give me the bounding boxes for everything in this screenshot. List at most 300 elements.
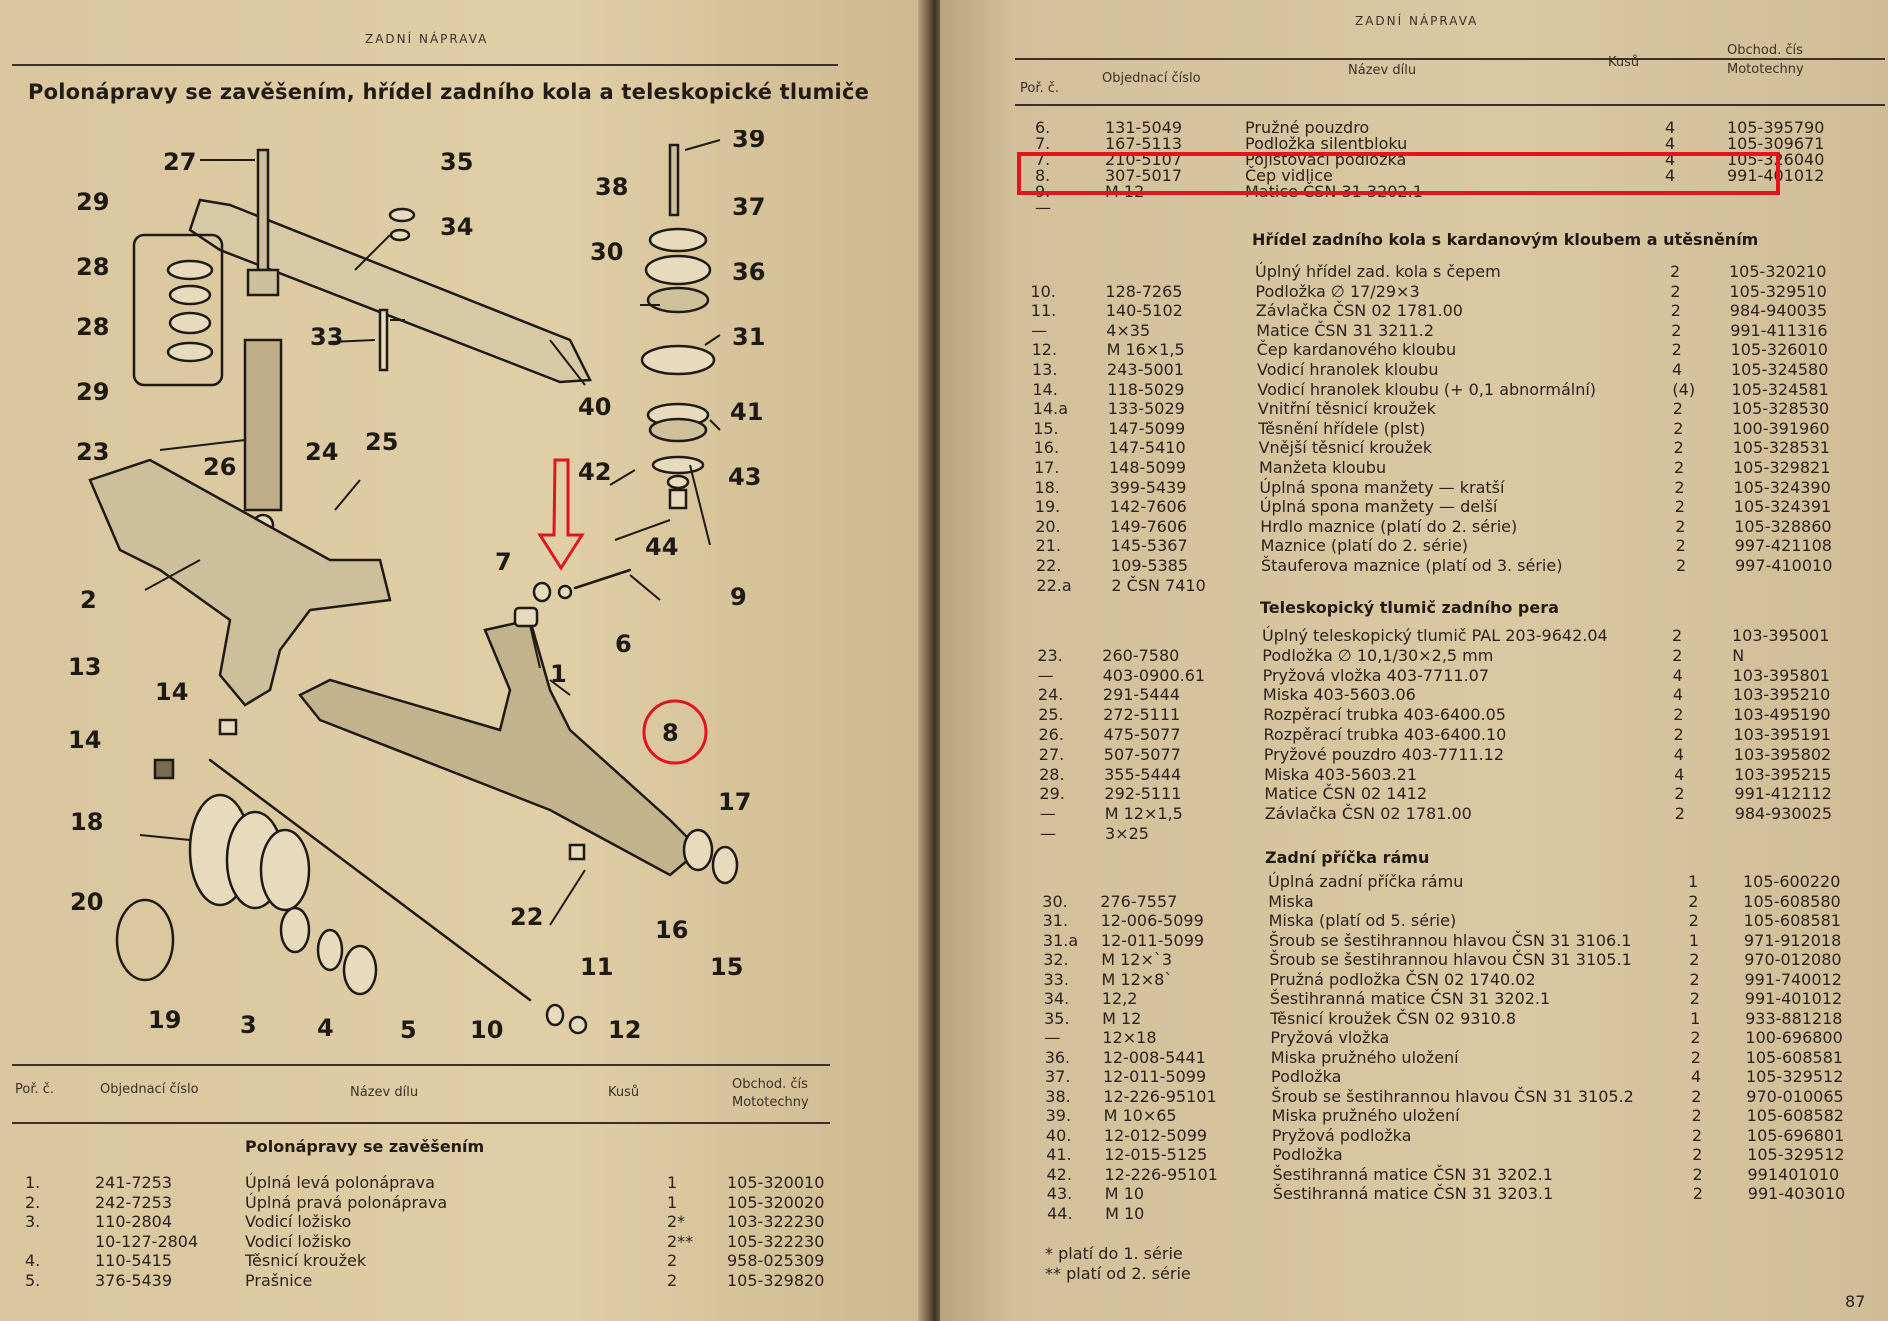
cell-name: Šestihranná matice ČSN 31 3203.1 [1272, 1184, 1554, 1203]
cell-qty: 2 [1674, 458, 1685, 477]
cell-order: 243-5001 [1107, 360, 1185, 379]
running-head-left: ZADNÍ NÁPRAVA [365, 32, 489, 46]
table-row [942, 1028, 1888, 1048]
cell-qty: 1 [667, 1173, 678, 1192]
cell-moto: 105-395790 [1727, 118, 1825, 137]
cell-qty: 2 [1691, 1125, 1703, 1145]
diagram-label: 14 [68, 726, 102, 754]
cell-qty: 2 [1672, 645, 1683, 665]
cell-qty: 2 [1674, 497, 1685, 517]
diagram-label: 29 [76, 378, 110, 406]
cell-order: 307-5017 [1105, 166, 1183, 185]
cell-order: 376-5439 [95, 1270, 173, 1290]
cell-no: 22. [1036, 556, 1062, 575]
header-rule-right-2 [1015, 104, 1885, 106]
cell-qty: 2** [667, 1231, 694, 1251]
cell-name: Miska (platí od 5. série) [1268, 911, 1457, 930]
cell-order: 399-5439 [1109, 477, 1187, 497]
cell-moto: 103-395801 [1732, 665, 1830, 685]
cell-moto: 105-324580 [1731, 360, 1829, 379]
cell-name: Úplný teleskopický tlumič PAL 203-9642.04 [1262, 626, 1608, 645]
cell-qty: 4 [1691, 1067, 1702, 1086]
cell-qty: 4 [1674, 764, 1685, 784]
cell-name: Pryžové pouzdro 403-7711.12 [1263, 744, 1505, 764]
cell-no: 19. [1034, 497, 1061, 517]
cell-order: 210-5107 [1105, 150, 1183, 169]
cell-qty: 1 [667, 1192, 678, 1212]
cell-no: 32. [1043, 950, 1069, 969]
diagram-label: 23 [76, 438, 110, 466]
cell-moto: 105-320010 [727, 1173, 825, 1192]
cell-moto: 105-328530 [1731, 399, 1830, 419]
cell-moto: 103-395210 [1732, 685, 1831, 705]
cell-qty: 4 [1665, 166, 1676, 185]
right-page [940, 0, 1888, 1321]
cell-order: 12-008-5441 [1102, 1047, 1206, 1067]
cell-order: 12,2 [1101, 989, 1138, 1008]
col-header-order: Objednací číslo [100, 1082, 199, 1097]
cell-name: Šestihranná matice ČSN 31 3202.1 [1269, 989, 1551, 1008]
cell-moto: 970-010065 [1746, 1086, 1844, 1106]
cell-name: Šroub se šestihrannou hlavou ČSN 31 3105.1 [1269, 950, 1632, 969]
cell-no: 20. [1035, 516, 1061, 536]
cell-name: Těsnění hřídele (plst) [1258, 418, 1426, 438]
table-row [940, 892, 1888, 912]
cell-moto: 105-324390 [1733, 477, 1831, 497]
cell-no: — [1035, 198, 1051, 217]
cell-no: 3. [25, 1212, 41, 1231]
table-row [941, 950, 1888, 970]
cell-no: 8. [1035, 166, 1051, 185]
table-rule-bottom [12, 1122, 830, 1124]
cell-order: M 12 [1105, 182, 1145, 201]
cell-name: Rozpěrací trubka 403-6400.10 [1263, 725, 1507, 744]
cell-moto: 105-329512 [1746, 1067, 1844, 1086]
cell-no: 37. [1045, 1067, 1071, 1086]
table-row [942, 989, 1888, 1009]
cell-no: 2. [25, 1192, 41, 1212]
cell-name: Rozpěrací trubka 403-6400.05 [1263, 705, 1506, 725]
table-row [945, 1165, 1888, 1185]
cell-no: 17. [1034, 458, 1060, 477]
table-row [940, 872, 1888, 892]
cell-no: 12. [1031, 340, 1058, 360]
cell-no: 7. [1035, 134, 1051, 153]
cell-no: 40. [1045, 1125, 1072, 1145]
cell-no: — [1039, 804, 1056, 824]
table-row [943, 804, 1888, 824]
cell-name: Vodicí ložisko [245, 1231, 352, 1251]
cell-moto: 105-600220 [1743, 872, 1841, 891]
table-row [941, 685, 1888, 705]
cell-qty: 2 [1675, 536, 1686, 556]
table-row [943, 1048, 1888, 1068]
diagram-label: 6 [615, 630, 632, 658]
cell-qty: 2 [1672, 399, 1683, 419]
table-row [0, 1193, 920, 1213]
col-header-moto2: Mototechny [732, 1095, 809, 1110]
table-row [945, 497, 1888, 517]
diagram-label: 31 [732, 323, 766, 351]
cell-order: M 12×`3 [1101, 950, 1173, 969]
diagram-label: 12 [608, 1016, 642, 1040]
table-row [944, 1106, 1888, 1126]
cell-qty: 2 [1675, 516, 1686, 536]
section-title-shaft: Hřídel zadního kola s kardanovým kloubem a utěsněním [1252, 230, 1759, 249]
cell-qty: 2 [1689, 950, 1700, 969]
table-row [946, 576, 1888, 596]
cell-moto: 991-740012 [1744, 969, 1842, 989]
cell-name: Matice ČSN 02 1412 [1264, 784, 1427, 804]
cell-no: 13. [1032, 360, 1058, 379]
cell-no: 1. [25, 1173, 41, 1192]
cell-no: 4. [25, 1251, 41, 1270]
diagram-label: 35 [440, 148, 474, 176]
cell-qty: 2 [1688, 891, 1699, 911]
diagram-label: 24 [305, 438, 339, 466]
cell-order: 131-5049 [1105, 118, 1183, 137]
cell-moto: 105-320210 [1729, 262, 1827, 281]
table-row [942, 360, 1888, 380]
diagram-label: 43 [728, 463, 762, 491]
cell-no: — [1037, 665, 1054, 685]
cell-order: 4×35 [1106, 320, 1151, 340]
cell-name: Úplná levá polonáprava [245, 1173, 435, 1192]
diagram-label: 7 [495, 548, 512, 576]
cell-moto: 997-410010 [1735, 556, 1833, 575]
table-row [944, 438, 1888, 458]
cell-order: 12-012-5099 [1103, 1125, 1208, 1145]
cell-no: 6. [1035, 118, 1051, 137]
cell-moto: 103-395191 [1733, 725, 1831, 744]
cell-qty: 4 [1672, 685, 1684, 705]
col-header-qty: Kusů [1608, 55, 1640, 70]
cell-order: M 12×8` [1101, 969, 1173, 989]
cell-no: 42. [1046, 1164, 1072, 1184]
cell-order: 276-7557 [1100, 891, 1178, 911]
cell-order: 475-5077 [1103, 725, 1181, 744]
diagram-label: 33 [310, 323, 344, 351]
cell-order: 272-5111 [1103, 705, 1181, 725]
cell-order: 12-015-5125 [1104, 1145, 1208, 1164]
table-row [945, 1184, 1888, 1204]
diagram-label: 38 [595, 173, 629, 201]
cell-name: Matice ČSN 31 3211.2 [1256, 320, 1435, 340]
cell-no: 38. [1045, 1086, 1071, 1106]
table-row [0, 1173, 920, 1193]
cell-moto: 933-881218 [1745, 1008, 1843, 1028]
cell-no: 35. [1044, 1008, 1070, 1028]
cell-name: Pryžová vložka [1270, 1028, 1390, 1047]
cell-name: Miska 403-5603.21 [1264, 764, 1418, 784]
cell-order: 292-5111 [1104, 784, 1182, 804]
cell-qty: 2 [1692, 1145, 1703, 1164]
cell-order: M 16×1,5 [1106, 340, 1185, 360]
cell-qty: 2 [1674, 477, 1685, 497]
cell-order: 12-006-5099 [1100, 911, 1204, 930]
cell-moto: 971-912018 [1743, 930, 1842, 950]
cell-name: Šroub se šestihrannou hlavou ČSN 31 3106.1 [1268, 930, 1632, 950]
col-header-name: Název dílu [1348, 63, 1417, 78]
diagram-label: 5 [400, 1016, 417, 1040]
footnote-1: * platí do 1. série [1045, 1244, 1183, 1263]
cell-qty: 1 [1688, 930, 1700, 950]
cell-qty: 4 [1673, 744, 1684, 764]
cell-qty: 2 [1691, 1106, 1702, 1125]
cell-name: Maznice (platí do 2. série) [1260, 536, 1469, 556]
table-row [941, 911, 1888, 931]
cell-qty: 2 [1673, 705, 1684, 725]
cell-name: Manžeta kloubu [1259, 458, 1387, 477]
cell-order: 2 ČSN 7410 [1111, 575, 1206, 595]
cell-name: Miska pružného uložení [1271, 1106, 1460, 1125]
cell-qty: 2* [667, 1212, 686, 1231]
col-header-moto2: Mototechny [1727, 62, 1804, 77]
cell-qty: 2 [1673, 438, 1684, 458]
cell-name: Štauferova maznice (platí od 3. série) [1261, 556, 1563, 575]
table-row [941, 705, 1888, 725]
diagram-label: 41 [730, 398, 764, 426]
cell-name: Šestihranná matice ČSN 31 3202.1 [1272, 1164, 1553, 1184]
diagram-label: 17 [718, 788, 752, 816]
col-header-moto: Obchod. čís [732, 1077, 808, 1092]
diagram-label: 39 [732, 130, 766, 153]
cell-no: 39. [1045, 1106, 1072, 1125]
cell-no: 11. [1030, 301, 1057, 321]
cell-qty: 2 [1672, 626, 1683, 645]
page-title: Polonápravy se zavěšením, hřídel zadního kola a teleskopické tlumiče [28, 80, 870, 104]
table-row [946, 536, 1888, 556]
diagram-label: 4 [317, 1014, 334, 1040]
cell-order: 507-5077 [1103, 744, 1181, 764]
diagram-label: 1 [550, 660, 567, 688]
cell-qty: 1 [1688, 872, 1699, 891]
cell-order: 12-011-5099 [1103, 1067, 1207, 1086]
table-row [940, 626, 1888, 646]
table-row [0, 1212, 920, 1232]
table-row [943, 1087, 1888, 1107]
cell-order: 110-2804 [95, 1212, 173, 1231]
table-row [0, 1232, 920, 1252]
table-row [941, 301, 1888, 321]
diagram-label: 11 [580, 953, 614, 981]
cell-qty: 2 [1671, 320, 1682, 340]
cell-moto: 105-608580 [1743, 891, 1841, 911]
cell-moto: 105-329512 [1747, 1145, 1845, 1164]
cell-moto: 984-930025 [1734, 804, 1833, 824]
cell-moto: 105-326010 [1730, 340, 1828, 360]
cell-order: 12-226-95101 [1104, 1164, 1218, 1184]
cell-no: 44. [1047, 1203, 1073, 1223]
cell-name: Pryžová vložka 403-7711.07 [1262, 665, 1490, 685]
cell-name: Pojišťovací podložka [1245, 150, 1407, 169]
diagram-label: 36 [732, 258, 766, 286]
table-row [944, 458, 1888, 478]
table-rule-top [12, 1064, 830, 1066]
cell-qty: 2 [1689, 969, 1700, 989]
cell-qty: 2 [1670, 281, 1681, 301]
cell-name: Matice ČSN 31 3202.1 [1245, 182, 1423, 201]
cell-no: 5. [25, 1270, 41, 1290]
cell-no: 15. [1033, 418, 1059, 438]
cell-no: 28. [1039, 764, 1065, 784]
col-header-qty: Kusů [608, 1085, 640, 1100]
diagram-label: 40 [578, 393, 612, 421]
cell-moto: 105-322230 [727, 1231, 825, 1251]
cell-moto: 105-324391 [1733, 497, 1832, 517]
cell-order: 355-5444 [1104, 764, 1182, 784]
cell-no: — [1044, 1028, 1061, 1047]
cell-moto: 991401010 [1747, 1164, 1840, 1184]
cell-order: 147-5099 [1108, 418, 1186, 438]
table-row [944, 478, 1888, 498]
cell-order: M 10×65 [1103, 1106, 1177, 1125]
header-rule-left [12, 64, 838, 66]
diagram-label: 14 [155, 678, 189, 706]
cell-order: 10-127-2804 [95, 1231, 199, 1251]
cell-moto: 105-320020 [727, 1192, 825, 1212]
cell-moto: 991-412112 [1734, 784, 1832, 804]
cell-no: 18. [1034, 477, 1060, 497]
cell-no: 23. [1037, 645, 1063, 665]
cell-qty: 4 [1665, 134, 1676, 153]
table-row [943, 1067, 1888, 1087]
cell-moto: 970-012080 [1744, 950, 1842, 969]
cell-moto: 103-395001 [1732, 626, 1830, 645]
cell-moto: 958-025309 [727, 1251, 825, 1270]
table-row [940, 198, 1888, 218]
cell-moto: 103-395802 [1733, 744, 1832, 764]
cell-order: 12×18 [1102, 1028, 1157, 1047]
diagram-label: 16 [655, 916, 689, 944]
cell-moto: 984-940035 [1729, 301, 1828, 321]
diagram-label: 30 [590, 238, 624, 266]
cell-name: Závlačka ČSN 02 1781.00 [1264, 804, 1472, 824]
table-row [942, 765, 1888, 785]
diagram-label: 18 [70, 808, 104, 836]
cell-name: Miska 403-5603.06 [1262, 685, 1416, 705]
cell-moto: 997-421108 [1734, 536, 1832, 556]
cell-order: M 10 [1105, 1203, 1145, 1223]
cell-qty: 2 [667, 1251, 678, 1270]
table-row [941, 321, 1888, 341]
footnote-2: ** platí od 2. série [1045, 1264, 1191, 1283]
diagram-label: 19 [148, 1006, 182, 1034]
cell-name: Vodicí hranolek kloubu (+ 0,1 abnormální) [1257, 379, 1597, 399]
diagram-label: 29 [76, 188, 110, 216]
cell-order: 12-226-95101 [1103, 1086, 1217, 1106]
cell-no: 16. [1033, 438, 1060, 458]
table-row [945, 1204, 1888, 1224]
cell-name: Vodicí ložisko [245, 1212, 352, 1231]
table-row [0, 1251, 920, 1271]
col-header-name: Název dílu [350, 1085, 419, 1100]
cell-qty: 2 [1689, 989, 1700, 1008]
col-header-no: Poř. č. [1020, 81, 1060, 96]
diagram-label: 15 [710, 953, 744, 981]
cell-name: Vodicí hranolek kloubu [1257, 360, 1439, 379]
col-header-order: Objednací číslo [1102, 71, 1201, 86]
diagram-label: 44 [645, 533, 679, 561]
table-row [946, 556, 1888, 576]
cell-moto: 103-395215 [1734, 764, 1832, 784]
cell-name: Šroub se šestihrannou hlavou ČSN 31 3105.2 [1271, 1086, 1634, 1106]
cell-moto: 100-391960 [1732, 418, 1830, 438]
cell-qty: 2 [1690, 1047, 1701, 1067]
cell-no: 26. [1038, 725, 1064, 744]
cell-moto: 991-401012 [1727, 166, 1825, 185]
cell-no: 34. [1043, 989, 1070, 1008]
cell-order: 260-7580 [1102, 645, 1180, 665]
diagram-label: 20 [70, 888, 104, 916]
highlight-box [1017, 152, 1780, 195]
table-row [942, 784, 1888, 804]
cell-name: Úplná pravá polonáprava [245, 1192, 448, 1212]
cell-no: 31. [1042, 911, 1069, 930]
cell-moto: N [1732, 645, 1745, 665]
cell-no: — [1040, 824, 1056, 843]
table-row [945, 517, 1888, 537]
cell-name: Těsnicí kroužek ČSN 02 9310.8 [1270, 1008, 1517, 1028]
table-row [942, 745, 1888, 765]
cell-order: M 10 [1104, 1184, 1145, 1203]
table-row [944, 1145, 1888, 1165]
diagram-label: 28 [76, 313, 110, 341]
cell-no: 9. [1035, 182, 1051, 201]
cell-order: 133-5029 [1107, 399, 1185, 419]
cell-moto: 105-608581 [1743, 911, 1841, 930]
cell-qty: 2 [1673, 418, 1684, 438]
section-title-shock: Teleskopický tlumič zadního pera [1260, 598, 1559, 617]
cell-no: 36. [1044, 1047, 1071, 1067]
cell-qty: 2 [1674, 784, 1685, 804]
cell-order: 291-5444 [1102, 685, 1180, 705]
diagram-label: 42 [578, 458, 612, 486]
cell-order: 118-5029 [1107, 379, 1185, 399]
cell-name: Úplná zadní příčka rámu [1268, 872, 1464, 891]
cell-moto: 105-328531 [1732, 438, 1830, 458]
diagram-label: 10 [470, 1016, 504, 1040]
cell-moto: 105-324581 [1731, 379, 1829, 399]
cell-order: 148-5099 [1109, 458, 1187, 477]
cell-moto: 105-329820 [727, 1270, 825, 1290]
cell-order: 142-7606 [1109, 497, 1187, 517]
cell-name: Čep kardanového kloubu [1256, 340, 1457, 360]
cell-order: 149-7606 [1110, 516, 1188, 536]
cell-moto: 991-411316 [1730, 320, 1828, 340]
cell-moto: 105-608581 [1745, 1047, 1844, 1067]
cell-qty: 2 [1692, 1184, 1703, 1203]
table-row [0, 1271, 920, 1291]
cell-no: 14. [1032, 379, 1058, 399]
cell-moto: 105-328860 [1734, 516, 1832, 536]
exploded-diagram [30, 130, 790, 1040]
cell-name: Závlačka ČSN 02 1781.00 [1255, 301, 1463, 321]
diagram-label: 22 [510, 903, 544, 931]
table-row [940, 646, 1888, 666]
table-row [942, 340, 1888, 360]
diagram-label: 3 [240, 1011, 257, 1039]
cell-name: Miska [1268, 891, 1314, 911]
cell-moto: 100-696800 [1745, 1028, 1843, 1047]
cell-moto: 991-403010 [1747, 1184, 1846, 1203]
diagram-label: 2 [80, 586, 97, 614]
table-row [944, 1126, 1888, 1146]
cell-qty: 2 [1674, 804, 1685, 824]
diagram-label: 8 [662, 719, 679, 747]
diagram-label: 26 [203, 453, 237, 481]
table-row [942, 1009, 1888, 1029]
